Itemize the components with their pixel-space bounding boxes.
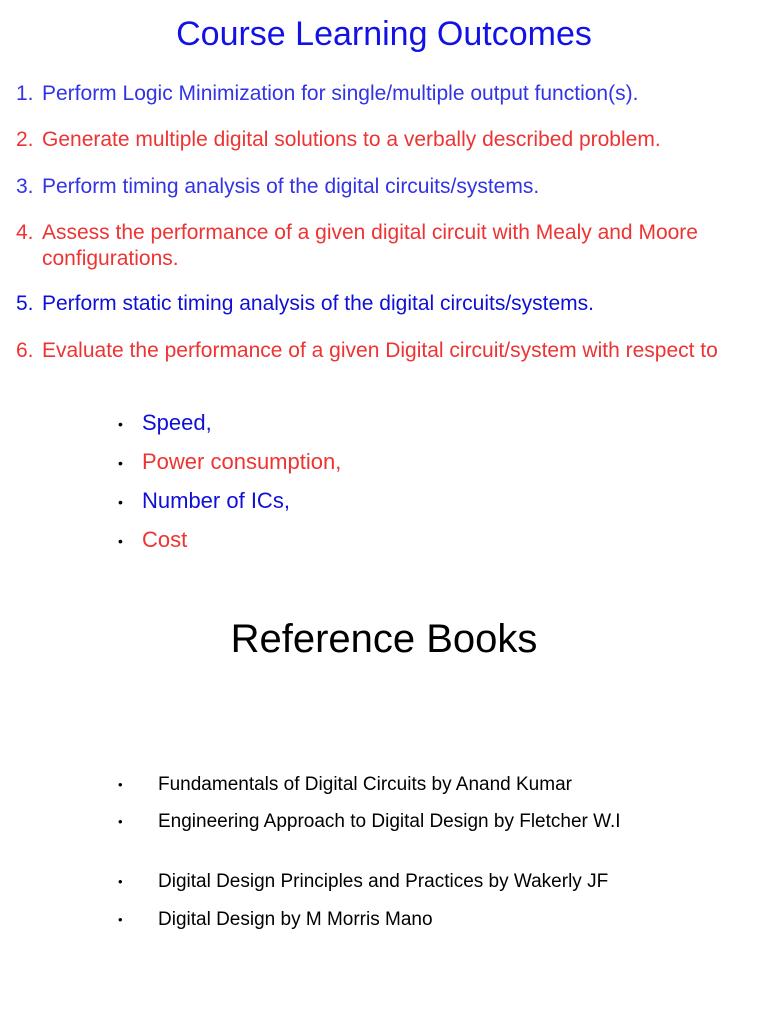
criteria-item-ics xyxy=(118,488,290,515)
criteria-label: Number of ICs, xyxy=(142,488,290,513)
criteria-label: Speed, xyxy=(142,410,212,435)
book-item xyxy=(118,870,658,893)
outcome-number: 1. xyxy=(16,82,34,105)
book-item xyxy=(118,810,648,833)
outcome-number: 3. xyxy=(16,175,34,198)
outcome-text: Generate multiple digital solutions to a verbally described problem. xyxy=(42,128,661,151)
bullet: • xyxy=(118,874,123,889)
book-item xyxy=(118,773,658,796)
bullet: • xyxy=(118,416,123,433)
outcome-number: 5. xyxy=(16,292,34,315)
outcome-5 xyxy=(16,291,756,317)
bullet: • xyxy=(118,494,123,511)
outcome-2 xyxy=(16,127,756,153)
bullet: • xyxy=(118,912,123,927)
bullet: • xyxy=(118,814,123,829)
book-title: Digital Design by M Morris Mano xyxy=(158,909,433,930)
book-title: Fundamentals of Digital Circuits by Anand Kumar xyxy=(158,774,572,795)
criteria-label: Power consumption, xyxy=(142,449,342,474)
outcome-text: Assess the performance of a given digital circuit with Mealy and Moore configurations. xyxy=(42,221,698,270)
reference-books-heading: Reference Books xyxy=(230,617,538,661)
book-title: Engineering Approach to Digital Design by Fletcher W.I xyxy=(158,811,621,832)
outcome-number: 4. xyxy=(16,221,34,244)
outcome-text: Perform Logic Minimization for single/multiple output function(s). xyxy=(42,82,639,105)
outcome-6 xyxy=(16,338,756,364)
bullet: • xyxy=(118,533,123,550)
outcome-text: Perform timing analysis of the digital circuits/systems. xyxy=(42,175,540,198)
bullet: • xyxy=(118,777,123,792)
criteria-label: Cost xyxy=(142,527,188,552)
book-title: Digital Design Principles and Practices by Wakerly JF xyxy=(158,871,609,892)
outcome-number: 6. xyxy=(16,339,34,362)
outcome-text: Perform static timing analysis of the digital circuits/systems. xyxy=(42,292,595,315)
criteria-item-speed xyxy=(118,410,212,437)
outcome-1 xyxy=(16,81,756,107)
outcome-text: Evaluate the performance of a given Digital circuit/system with respect to xyxy=(42,339,718,362)
outcome-4 xyxy=(16,220,756,272)
bullet: • xyxy=(118,455,123,472)
book-item xyxy=(118,908,658,931)
criteria-item-power xyxy=(118,449,341,476)
page-title: Course Learning Outcomes xyxy=(176,15,592,53)
outcome-number: 2. xyxy=(16,128,34,151)
outcome-3 xyxy=(16,174,756,200)
criteria-item-cost xyxy=(118,527,187,554)
